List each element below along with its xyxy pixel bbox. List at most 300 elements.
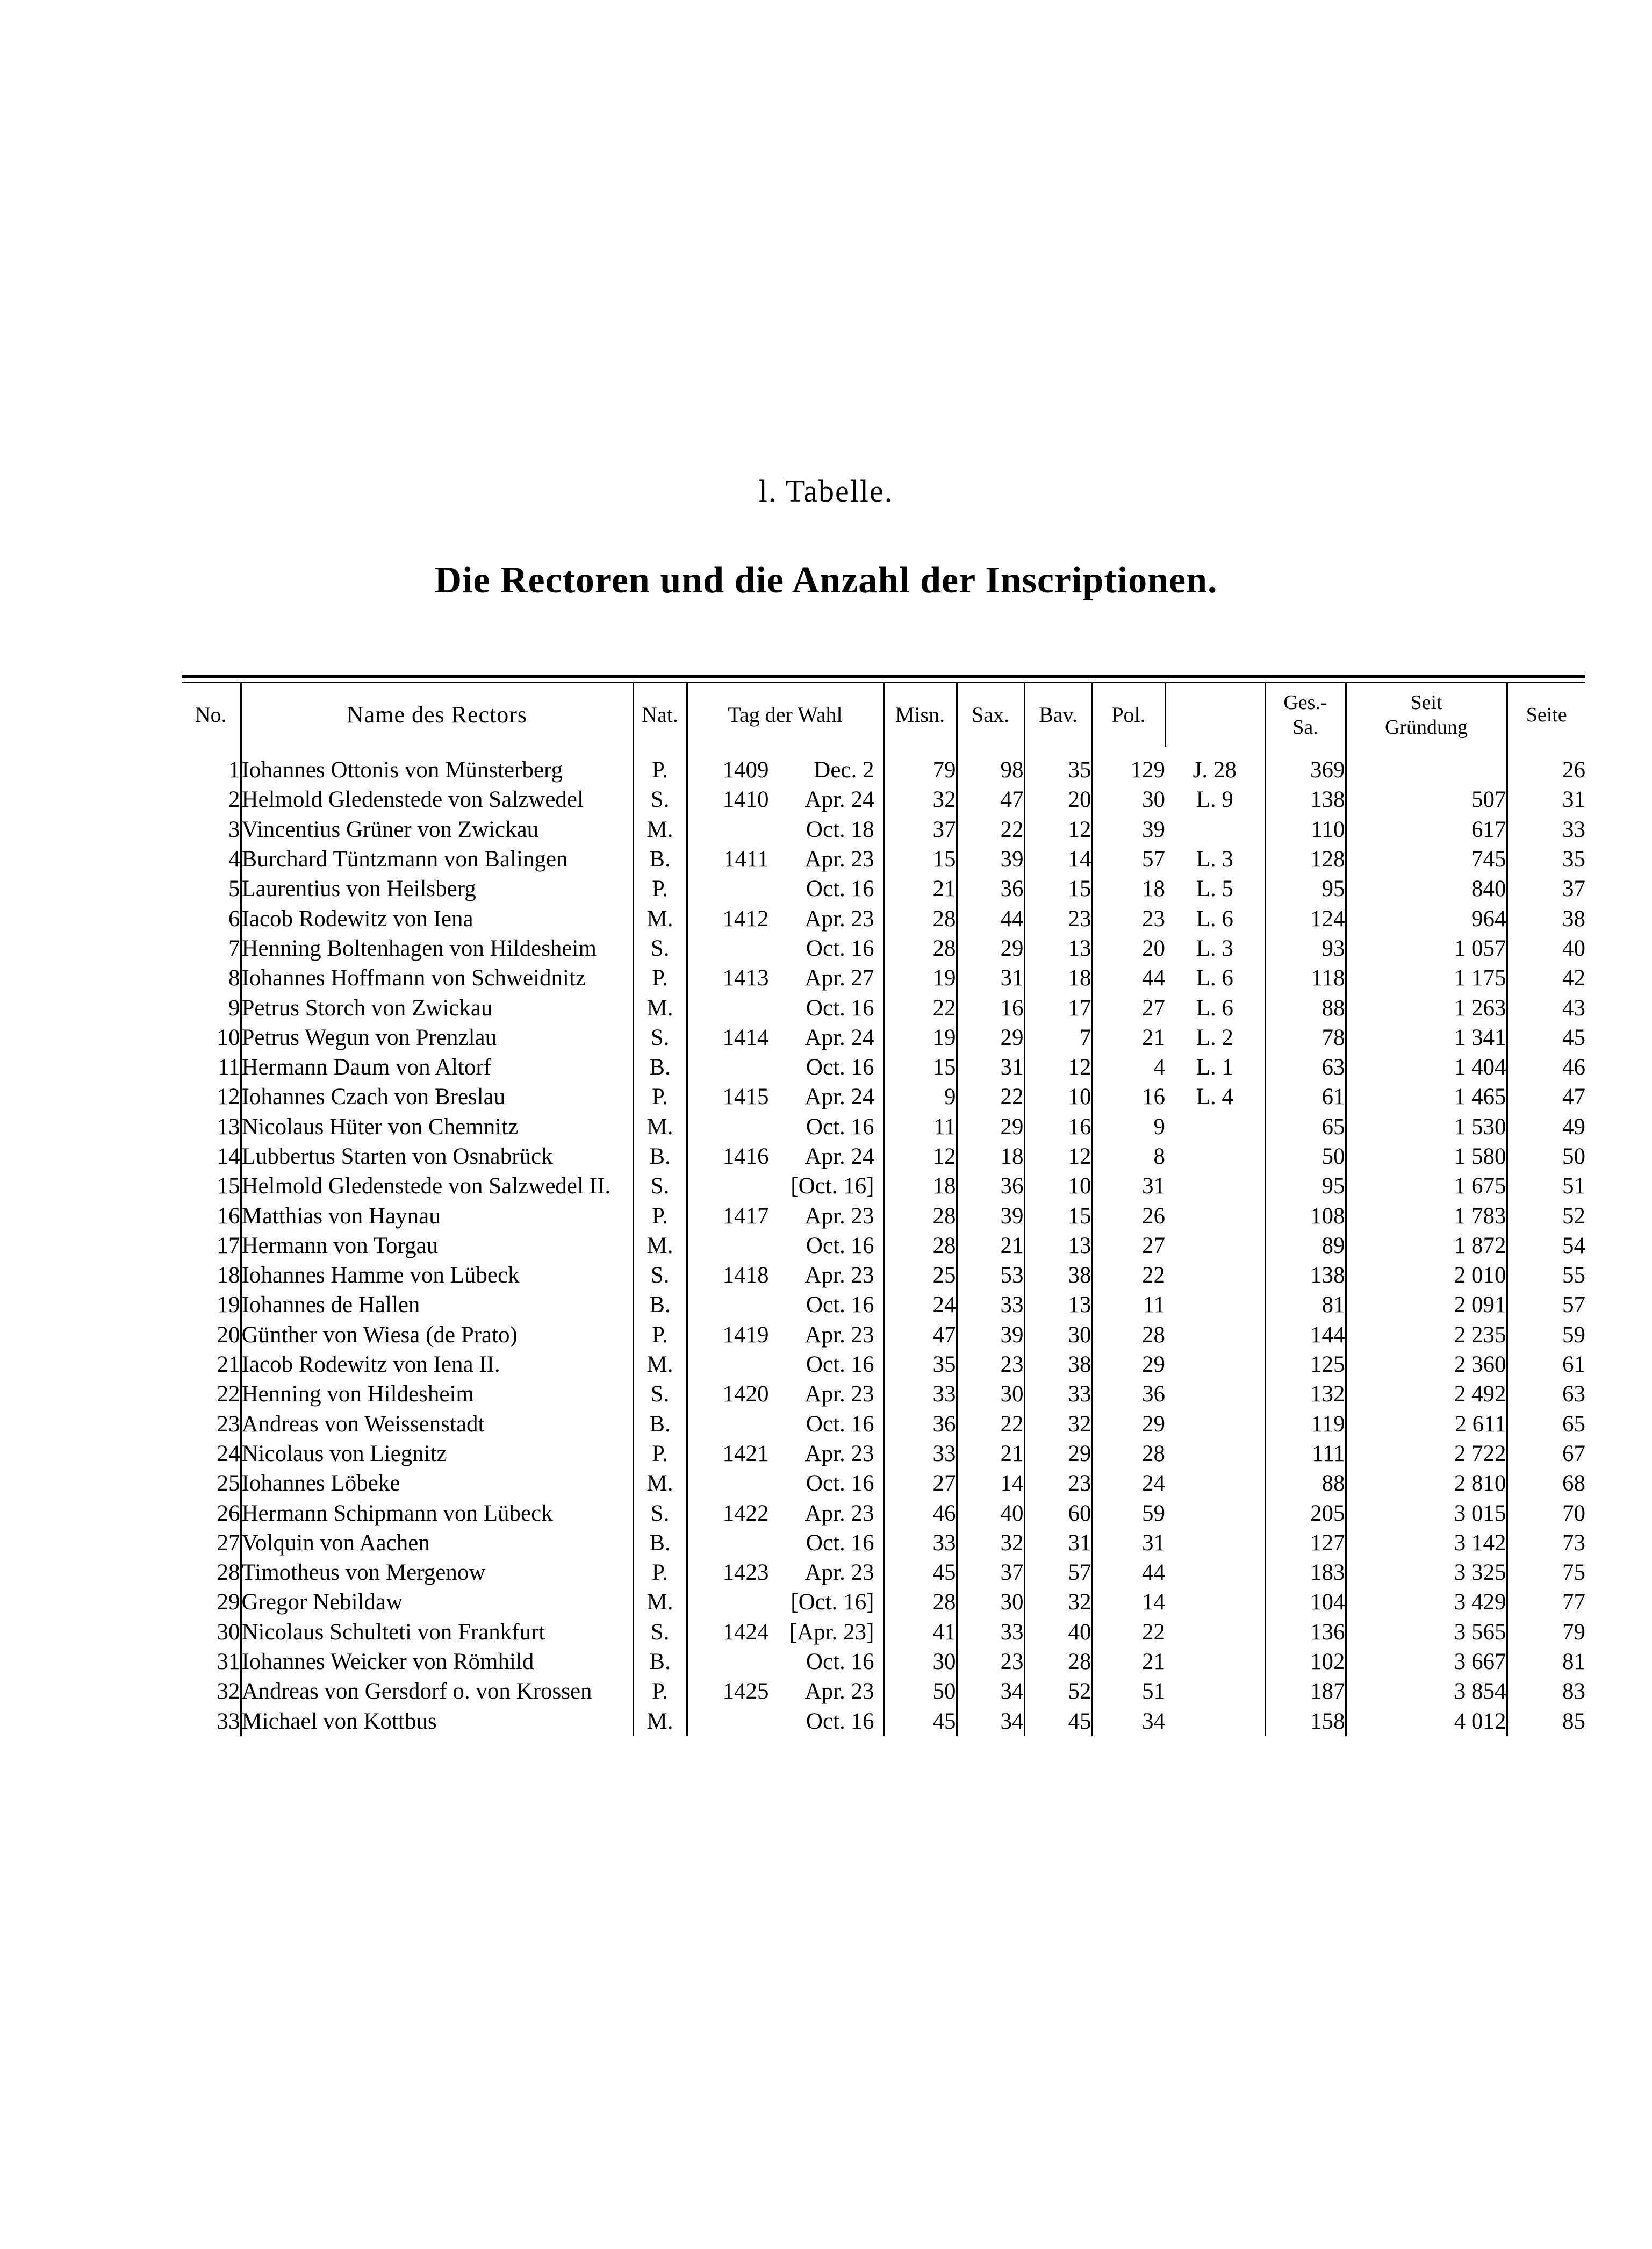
cell-nat: M. <box>633 1469 687 1498</box>
cell-sax: 16 <box>957 993 1024 1022</box>
cell-sax: 39 <box>957 844 1024 874</box>
cell-seit-gruendung: 3 565 <box>1346 1617 1507 1647</box>
cell-name: Andreas von Weissenstadt <box>241 1409 633 1439</box>
cell-seite: 59 <box>1507 1320 1585 1350</box>
cell-name: Volquin von Aachen <box>241 1528 633 1558</box>
cell-extra <box>1165 1379 1265 1409</box>
cell-date-day: Oct. 16 <box>806 1530 874 1556</box>
cell-sax: 31 <box>957 963 1024 993</box>
cell-date-day: Apr. 23 <box>805 847 874 872</box>
cell-seit-gruendung: 745 <box>1346 844 1507 874</box>
cell-name: Iohannes Hamme von Lübeck <box>241 1260 633 1290</box>
cell-nat: P. <box>633 1677 687 1706</box>
cell-name: Iohannes Weicker von Römhild <box>241 1647 633 1677</box>
cell-seite: 49 <box>1507 1112 1585 1142</box>
table-header <box>182 683 1585 747</box>
cell-seit-gruendung: 4 012 <box>1346 1707 1507 1736</box>
cell-date <box>687 1142 884 1171</box>
cell-seit-gruendung: 1 675 <box>1346 1171 1507 1201</box>
cell-date-day: Oct. 16 <box>806 1649 874 1675</box>
cell-misn: 18 <box>884 1171 957 1201</box>
cell-bav: 12 <box>1024 1052 1092 1082</box>
cell-pol: 16 <box>1092 1082 1165 1112</box>
table-top-rule-thick <box>182 675 1585 678</box>
cell-sax: 14 <box>957 1469 1024 1498</box>
cell-seit-gruendung: 2 091 <box>1346 1290 1507 1320</box>
cell-seite: 65 <box>1507 1409 1585 1439</box>
cell-no: 13 <box>217 1114 240 1140</box>
spacer-cell <box>633 747 687 755</box>
cell-seit-gruendung: 2 235 <box>1346 1320 1507 1350</box>
cell-date-day: Dec. 2 <box>814 757 874 783</box>
cell-no: 23 <box>217 1411 240 1437</box>
cell-misn: 19 <box>884 963 957 993</box>
cell-pol: 44 <box>1092 963 1165 993</box>
spacer-cell <box>884 747 957 755</box>
cell-date-day: Apr. 23 <box>805 1441 874 1466</box>
cell-no: 12 <box>217 1084 240 1110</box>
cell-date-day: Oct. 16 <box>806 935 874 961</box>
cell-no: 27 <box>217 1530 240 1556</box>
cell-misn: 35 <box>884 1350 957 1379</box>
cell-date-year: 1414 <box>722 1025 769 1050</box>
cell-date-day: Oct. 16 <box>806 1708 874 1734</box>
cell-sax: 47 <box>957 785 1024 814</box>
cell-pol: 36 <box>1092 1379 1165 1409</box>
spacer-cell <box>1024 747 1092 755</box>
cell-seit-gruendung <box>1346 755 1507 785</box>
cell-no: 1 <box>228 757 240 783</box>
cell-seit-gruendung: 3 325 <box>1346 1558 1507 1587</box>
cell-misn: 50 <box>884 1677 957 1706</box>
cell-gesamtsumme: 118 <box>1265 963 1346 993</box>
cell-pol: 22 <box>1092 1260 1165 1290</box>
table-row <box>182 1439 1585 1469</box>
cell-sax: 34 <box>957 1677 1024 1706</box>
cell-date <box>687 755 884 785</box>
cell-extra: L. 3 <box>1196 935 1233 961</box>
cell-name: Nicolaus von Liegnitz <box>241 1439 633 1469</box>
cell-extra <box>1165 1439 1265 1469</box>
cell-date-day: Apr. 23 <box>805 1263 874 1288</box>
cell-seit-gruendung: 2 360 <box>1346 1350 1507 1379</box>
cell-extra <box>1165 1112 1265 1142</box>
cell-name: Gregor Nebildaw <box>241 1587 633 1617</box>
cell-seite: 57 <box>1507 1290 1585 1320</box>
cell-pol: 28 <box>1092 1320 1165 1350</box>
cell-name: Matthias von Haynau <box>241 1201 633 1230</box>
cell-bav: 45 <box>1024 1707 1092 1736</box>
cell-date <box>687 1528 884 1558</box>
cell-date-day: Apr. 23 <box>805 1322 874 1348</box>
cell-pol: 34 <box>1092 1707 1165 1736</box>
cell-date <box>687 1617 884 1647</box>
cell-bav: 52 <box>1024 1677 1092 1706</box>
table-row <box>182 874 1585 904</box>
cell-date <box>687 1469 884 1498</box>
rectors-table-wrapper <box>182 675 1585 1736</box>
cell-sax: 33 <box>957 1617 1024 1647</box>
cell-bav: 29 <box>1024 1439 1092 1469</box>
cell-gesamtsumme: 124 <box>1265 904 1346 933</box>
cell-name: Vincentius Grüner von Zwickau <box>241 815 633 844</box>
page-title: Die Rectoren und die Anzahl der Inscriptionen. <box>434 560 1218 601</box>
cell-no: 17 <box>217 1233 240 1258</box>
spacer-cell <box>241 747 633 755</box>
table-row <box>182 1023 1585 1052</box>
cell-extra <box>1165 1587 1265 1617</box>
cell-sax: 31 <box>957 1052 1024 1082</box>
cell-bav: 32 <box>1024 1587 1092 1617</box>
table-row <box>182 1707 1585 1736</box>
table-row <box>182 1558 1585 1587</box>
cell-date-day: Apr. 24 <box>805 1144 874 1169</box>
cell-gesamtsumme: 144 <box>1265 1320 1346 1350</box>
cell-seit-gruendung: 1 404 <box>1346 1052 1507 1082</box>
table-row <box>182 1587 1585 1617</box>
cell-date-day: Apr. 24 <box>805 1084 874 1110</box>
cell-gesamtsumme: 136 <box>1265 1617 1346 1647</box>
cell-nat: M. <box>633 815 687 844</box>
cell-pol: 4 <box>1092 1052 1165 1082</box>
cell-misn: 36 <box>884 1409 957 1439</box>
cell-seite: 63 <box>1507 1379 1585 1409</box>
cell-bav: 31 <box>1024 1528 1092 1558</box>
spacer-cell <box>182 747 241 755</box>
cell-date <box>687 1498 884 1528</box>
table-row <box>182 1082 1585 1112</box>
cell-date-day: Oct. 18 <box>806 816 874 842</box>
cell-date <box>687 1320 884 1350</box>
cell-seit-gruendung: 964 <box>1346 904 1507 933</box>
cell-pol: 31 <box>1092 1528 1165 1558</box>
cell-nat: M. <box>633 1112 687 1142</box>
cell-date <box>687 1707 884 1736</box>
cell-seite: 26 <box>1507 755 1585 785</box>
table-row <box>182 1231 1585 1260</box>
column-header-gesamtsumme <box>1265 683 1346 747</box>
cell-extra <box>1165 1320 1265 1350</box>
cell-seite: 83 <box>1507 1677 1585 1706</box>
cell-date-day: Apr. 24 <box>805 787 874 813</box>
cell-name: Iohannes Hoffmann von Schweidnitz <box>241 963 633 993</box>
cell-gesamtsumme: 132 <box>1265 1379 1346 1409</box>
cell-sax: 98 <box>957 755 1024 785</box>
cell-misn: 33 <box>884 1439 957 1469</box>
cell-name: Laurentius von Heilsberg <box>241 874 633 904</box>
cell-misn: 28 <box>884 904 957 933</box>
cell-seite: 45 <box>1507 1023 1585 1052</box>
cell-misn: 25 <box>884 1260 957 1290</box>
column-header-seite: Seite <box>1507 683 1585 747</box>
cell-misn: 28 <box>884 1201 957 1230</box>
cell-misn: 19 <box>884 1023 957 1052</box>
cell-extra <box>1165 1409 1265 1439</box>
cell-date <box>687 993 884 1022</box>
cell-date <box>687 785 884 814</box>
cell-bav: 13 <box>1024 934 1092 963</box>
table-row <box>182 1409 1585 1439</box>
cell-nat: B. <box>633 1290 687 1320</box>
cell-date-year: 1421 <box>722 1441 769 1466</box>
cell-pol: 51 <box>1092 1677 1165 1706</box>
cell-no: 33 <box>217 1708 240 1734</box>
cell-sax: 36 <box>957 1171 1024 1201</box>
cell-date <box>687 1231 884 1260</box>
cell-seite: 68 <box>1507 1469 1585 1498</box>
cell-nat: S. <box>633 1379 687 1409</box>
column-header-sax: Sax. <box>957 683 1024 747</box>
cell-misn: 33 <box>884 1379 957 1409</box>
table-row <box>182 1379 1585 1409</box>
cell-seite: 37 <box>1507 874 1585 904</box>
cell-date <box>687 1290 884 1320</box>
table-row <box>182 1201 1585 1230</box>
cell-seit-gruendung: 1 783 <box>1346 1201 1507 1230</box>
cell-date-day: [Oct. 16] <box>791 1589 874 1615</box>
cell-no: 24 <box>217 1441 240 1466</box>
cell-seit-gruendung: 3 667 <box>1346 1647 1507 1677</box>
cell-date-day: [Apr. 23] <box>789 1619 874 1645</box>
cell-name: Hermann von Torgau <box>241 1231 633 1260</box>
cell-gesamtsumme: 89 <box>1265 1231 1346 1260</box>
cell-nat: B. <box>633 1409 687 1439</box>
cell-gesamtsumme: 119 <box>1265 1409 1346 1439</box>
cell-name: Andreas von Gersdorf o. von Krossen <box>241 1677 633 1706</box>
cell-bav: 40 <box>1024 1617 1092 1647</box>
cell-seit-gruendung: 2 611 <box>1346 1409 1507 1439</box>
table-row <box>182 1498 1585 1528</box>
cell-extra <box>1165 1707 1265 1736</box>
table-label: l. Tabelle. <box>758 474 894 508</box>
cell-gesamtsumme: 104 <box>1265 1587 1346 1617</box>
cell-extra <box>1165 1498 1265 1528</box>
cell-bav: 7 <box>1024 1023 1092 1052</box>
cell-misn: 32 <box>884 785 957 814</box>
column-header-extra <box>1165 683 1265 747</box>
cell-sax: 32 <box>957 1528 1024 1558</box>
cell-date <box>687 934 884 963</box>
cell-bav: 60 <box>1024 1498 1092 1528</box>
cell-misn: 12 <box>884 1142 957 1171</box>
cell-no: 32 <box>217 1679 240 1704</box>
cell-seite: 52 <box>1507 1201 1585 1230</box>
cell-date-year: 1411 <box>723 847 769 872</box>
cell-date-day: Apr. 23 <box>805 906 874 932</box>
cell-extra <box>1165 1290 1265 1320</box>
cell-seite: 43 <box>1507 993 1585 1022</box>
cell-date-year: 1425 <box>722 1679 769 1704</box>
cell-name: Henning Boltenhagen von Hildesheim <box>241 934 633 963</box>
table-label-block <box>0 473 1652 509</box>
cell-sax: 30 <box>957 1587 1024 1617</box>
cell-gesamtsumme: 369 <box>1265 755 1346 785</box>
cell-date <box>687 904 884 933</box>
cell-date-year: 1410 <box>722 787 769 813</box>
cell-no: 3 <box>228 816 240 842</box>
spacer-cell <box>1265 747 1346 755</box>
cell-no: 11 <box>218 1055 240 1080</box>
cell-name: Helmold Gledenstede von Salzwedel II. <box>241 1171 633 1201</box>
cell-nat: M. <box>633 993 687 1022</box>
cell-bav: 12 <box>1024 1142 1092 1171</box>
column-header-seit-gruendung <box>1346 683 1507 747</box>
cell-pol: 57 <box>1092 844 1165 874</box>
cell-nat: S. <box>633 1498 687 1528</box>
cell-no: 20 <box>217 1322 240 1348</box>
cell-date-year: 1419 <box>722 1322 769 1348</box>
cell-no: 7 <box>228 935 240 961</box>
cell-extra <box>1165 1231 1265 1260</box>
cell-extra <box>1165 1201 1265 1230</box>
cell-nat: S. <box>633 785 687 814</box>
cell-name: Iohannes Ottonis von Münsterberg <box>241 755 633 785</box>
cell-sax: 40 <box>957 1498 1024 1528</box>
cell-pol: 22 <box>1092 1617 1165 1647</box>
cell-misn: 47 <box>884 1320 957 1350</box>
cell-bav: 10 <box>1024 1171 1092 1201</box>
table-row <box>182 963 1585 993</box>
column-header-date: Tag der Wahl <box>687 683 884 747</box>
cell-no: 25 <box>217 1471 240 1496</box>
cell-no: 6 <box>228 906 240 932</box>
cell-pol: 29 <box>1092 1409 1165 1439</box>
cell-sax: 29 <box>957 1112 1024 1142</box>
cell-pol: 8 <box>1092 1142 1165 1171</box>
cell-date <box>687 1201 884 1230</box>
cell-date <box>687 1112 884 1142</box>
cell-misn: 33 <box>884 1528 957 1558</box>
cell-pol: 27 <box>1092 1231 1165 1260</box>
cell-no: 15 <box>217 1173 240 1199</box>
cell-gesamtsumme: 205 <box>1265 1498 1346 1528</box>
table-row <box>182 1647 1585 1677</box>
cell-misn: 28 <box>884 934 957 963</box>
cell-date-year: 1413 <box>722 965 769 991</box>
cell-date-day: Oct. 16 <box>806 1233 874 1258</box>
cell-sax: 18 <box>957 1142 1024 1171</box>
cell-seit-gruendung: 507 <box>1346 785 1507 814</box>
cell-gesamtsumme: 65 <box>1265 1112 1346 1142</box>
cell-no: 18 <box>217 1263 240 1288</box>
cell-bav: 14 <box>1024 844 1092 874</box>
cell-nat: B. <box>633 1528 687 1558</box>
cell-pol: 30 <box>1092 785 1165 814</box>
cell-no: 10 <box>217 1025 240 1050</box>
cell-gesamtsumme: 125 <box>1265 1350 1346 1379</box>
cell-misn: 21 <box>884 874 957 904</box>
cell-no: 21 <box>217 1352 240 1378</box>
column-header-name: Name des Rectors <box>241 683 633 747</box>
cell-bav: 10 <box>1024 1082 1092 1112</box>
cell-nat: B. <box>633 1647 687 1677</box>
cell-bav: 38 <box>1024 1350 1092 1379</box>
cell-nat: P. <box>633 1082 687 1112</box>
cell-name: Hermann Daum von Altorf <box>241 1052 633 1082</box>
cell-bav: 15 <box>1024 874 1092 904</box>
table-row <box>182 1617 1585 1647</box>
cell-misn: 28 <box>884 1231 957 1260</box>
cell-sax: 22 <box>957 1409 1024 1439</box>
cell-date-year: 1423 <box>722 1560 769 1586</box>
cell-no: 8 <box>228 965 240 991</box>
cell-seit-gruendung: 840 <box>1346 874 1507 904</box>
cell-gesamtsumme: 95 <box>1265 1171 1346 1201</box>
cell-gesamtsumme: 127 <box>1265 1528 1346 1558</box>
cell-seit-gruendung: 3 015 <box>1346 1498 1507 1528</box>
cell-bav: 30 <box>1024 1320 1092 1350</box>
cell-nat: S. <box>633 1171 687 1201</box>
cell-bav: 16 <box>1024 1112 1092 1142</box>
cell-seite: 42 <box>1507 963 1585 993</box>
cell-seite: 75 <box>1507 1558 1585 1587</box>
cell-date <box>687 1082 884 1112</box>
cell-gesamtsumme: 88 <box>1265 1469 1346 1498</box>
cell-gesamtsumme: 63 <box>1265 1052 1346 1082</box>
cell-seite: 61 <box>1507 1350 1585 1379</box>
cell-nat: P. <box>633 1201 687 1230</box>
cell-pol: 27 <box>1092 993 1165 1022</box>
cell-seite: 81 <box>1507 1647 1585 1677</box>
cell-bav: 17 <box>1024 993 1092 1022</box>
cell-name: Nicolaus Hüter von Chemnitz <box>241 1112 633 1142</box>
cell-seit-gruendung: 1 175 <box>1346 963 1507 993</box>
cell-seite: 38 <box>1507 904 1585 933</box>
cell-extra <box>1165 1617 1265 1647</box>
cell-date <box>687 1350 884 1379</box>
cell-sax: 39 <box>957 1201 1024 1230</box>
cell-extra: L. 4 <box>1196 1084 1233 1110</box>
cell-date-day: Oct. 16 <box>806 1411 874 1437</box>
cell-seite: 79 <box>1507 1617 1585 1647</box>
table-row <box>182 1260 1585 1290</box>
table-body <box>182 747 1585 1736</box>
cell-nat: M. <box>633 1707 687 1736</box>
cell-pol: 129 <box>1092 755 1165 785</box>
cell-seite: 47 <box>1507 1082 1585 1112</box>
cell-extra: L. 6 <box>1196 995 1233 1021</box>
cell-date <box>687 1171 884 1201</box>
cell-date-day: Oct. 16 <box>806 1471 874 1496</box>
cell-no: 31 <box>217 1649 240 1675</box>
cell-sax: 39 <box>957 1320 1024 1350</box>
cell-date-day: Apr. 27 <box>805 965 874 991</box>
spacer-cell <box>1165 747 1265 755</box>
cell-misn: 30 <box>884 1647 957 1677</box>
table-row <box>182 1469 1585 1498</box>
cell-pol: 21 <box>1092 1647 1165 1677</box>
cell-misn: 41 <box>884 1617 957 1647</box>
cell-date-day: Oct. 16 <box>806 1352 874 1378</box>
cell-name: Iohannes Czach von Breslau <box>241 1082 633 1112</box>
cell-gesamtsumme: 88 <box>1265 993 1346 1022</box>
cell-pol: 21 <box>1092 1023 1165 1052</box>
cell-gesamtsumme: 138 <box>1265 785 1346 814</box>
spacer-cell <box>687 747 884 755</box>
cell-pol: 18 <box>1092 874 1165 904</box>
cell-nat: S. <box>633 1260 687 1290</box>
cell-seite: 73 <box>1507 1528 1585 1558</box>
cell-name: Burchard Tüntzmann von Balingen <box>241 844 633 874</box>
cell-gesamtsumme: 111 <box>1265 1439 1346 1469</box>
cell-gesamtsumme: 102 <box>1265 1647 1346 1677</box>
cell-pol: 26 <box>1092 1201 1165 1230</box>
cell-date <box>687 844 884 874</box>
cell-name: Iacob Rodewitz von Iena <box>241 904 633 933</box>
cell-pol: 14 <box>1092 1587 1165 1617</box>
cell-nat: M. <box>633 1587 687 1617</box>
cell-date-day: Apr. 23 <box>805 1381 874 1407</box>
